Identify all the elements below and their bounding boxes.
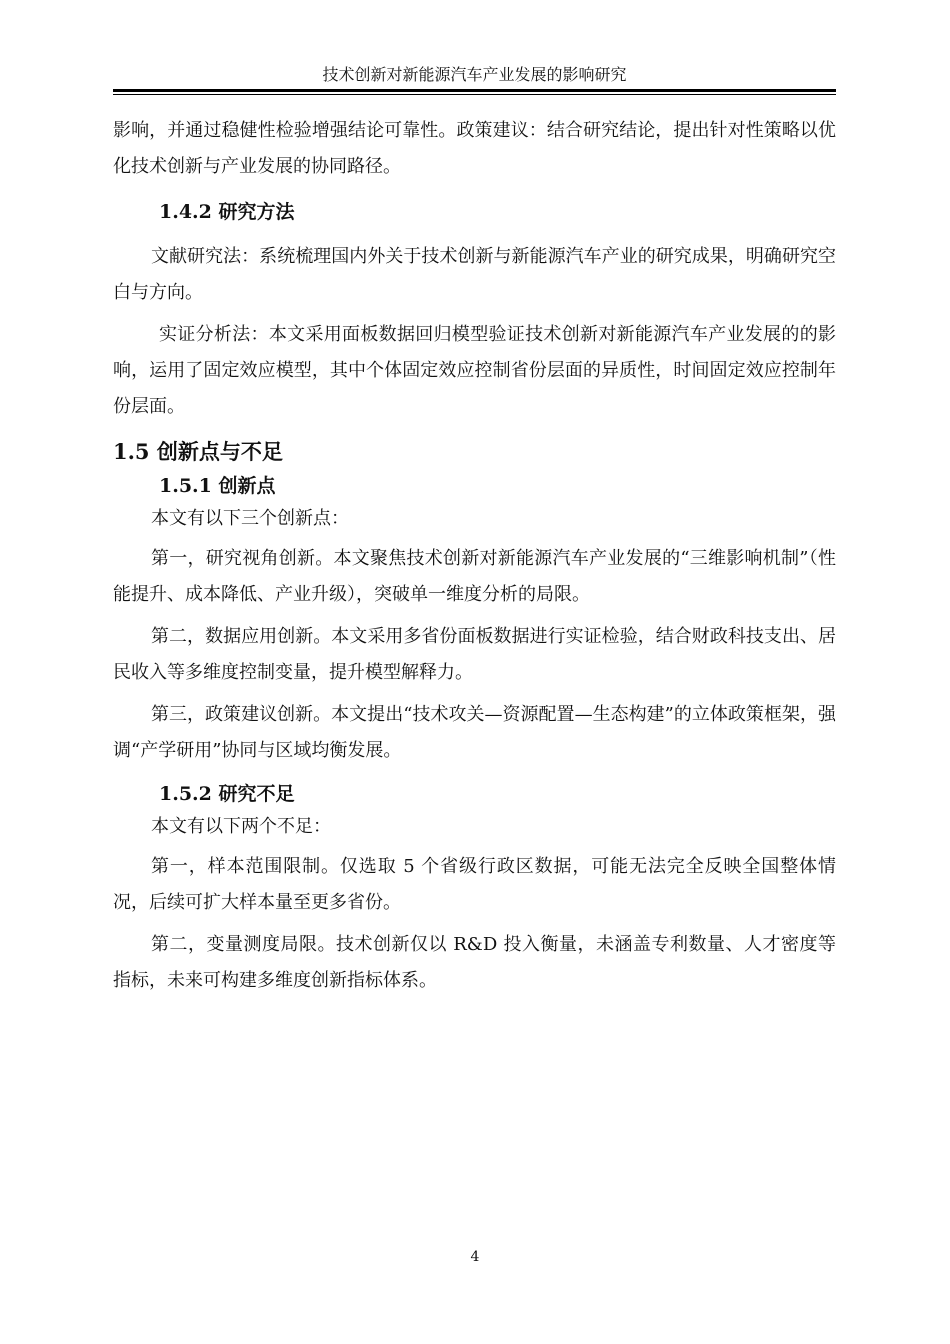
heading-1-4-2: 1.4.2 研究方法 [159,201,295,223]
paragraph: 实证分析法：本文采用面板数据回归模型验证技术创新对新能源汽车产业发展的的影响，运用了固定效应模型，其中个体固定效应控制省份层面的异质性，时间固定效应控制年份层面。 [113,324,836,417]
paragraph: 第三，政策建议创新。本文提出“技术攻关—资源配置—生态构建”的立体政策框架，强调“产学研用”协同与区域均衡发展。 [113,704,836,761]
header-rule-thin [113,94,836,95]
paragraph: 第一，研究视角创新。本文聚焦技术创新对新能源汽车产业发展的“三维影响机制”（性能提升、成本降低、产业升级），突破单一维度分析的局限。 [113,548,836,605]
heading-1-5: 1.5 创新点与不足 [113,439,283,464]
paragraph: 文献研究法：系统梳理国内外关于技术创新与新能源汽车产业的研究成果，明确研究空白与方向。 [113,246,836,303]
paragraph: 影响，并通过稳健性检验增强结论可靠性。政策建议：结合研究结论，提出针对性策略以优化技术创新与产业发展的协同路径。 [113,120,836,177]
running-header: 技术创新对新能源汽车产业发展的影响研究 [322,65,627,84]
heading-1-5-1: 1.5.1 创新点 [159,475,276,497]
paragraph: 第二，变量测度局限。技术创新仅以 R&D 投入衡量，未涵盖专利数量、人才密度等指标，未来可构建多维度创新指标体系。 [113,934,836,991]
page-body [113,113,836,999]
paragraph: 第一，样本范围限制。仅选取 5 个省级行政区数据，可能无法完全反映全国整体情况，后续可扩大样本量至更多省份。 [113,856,836,913]
paragraph: 本文有以下三个创新点： [151,508,349,529]
paragraph: 第二，数据应用创新。本文采用多省份面板数据进行实证检验，结合财政科技支出、居民收入等多维度控制变量，提升模型解释力。 [113,626,836,683]
header-rule-thick [113,89,836,92]
page-number: 4 [470,1249,480,1265]
paragraph: 本文有以下两个不足： [151,816,331,837]
heading-1-5-2: 1.5.2 研究不足 [159,783,295,805]
